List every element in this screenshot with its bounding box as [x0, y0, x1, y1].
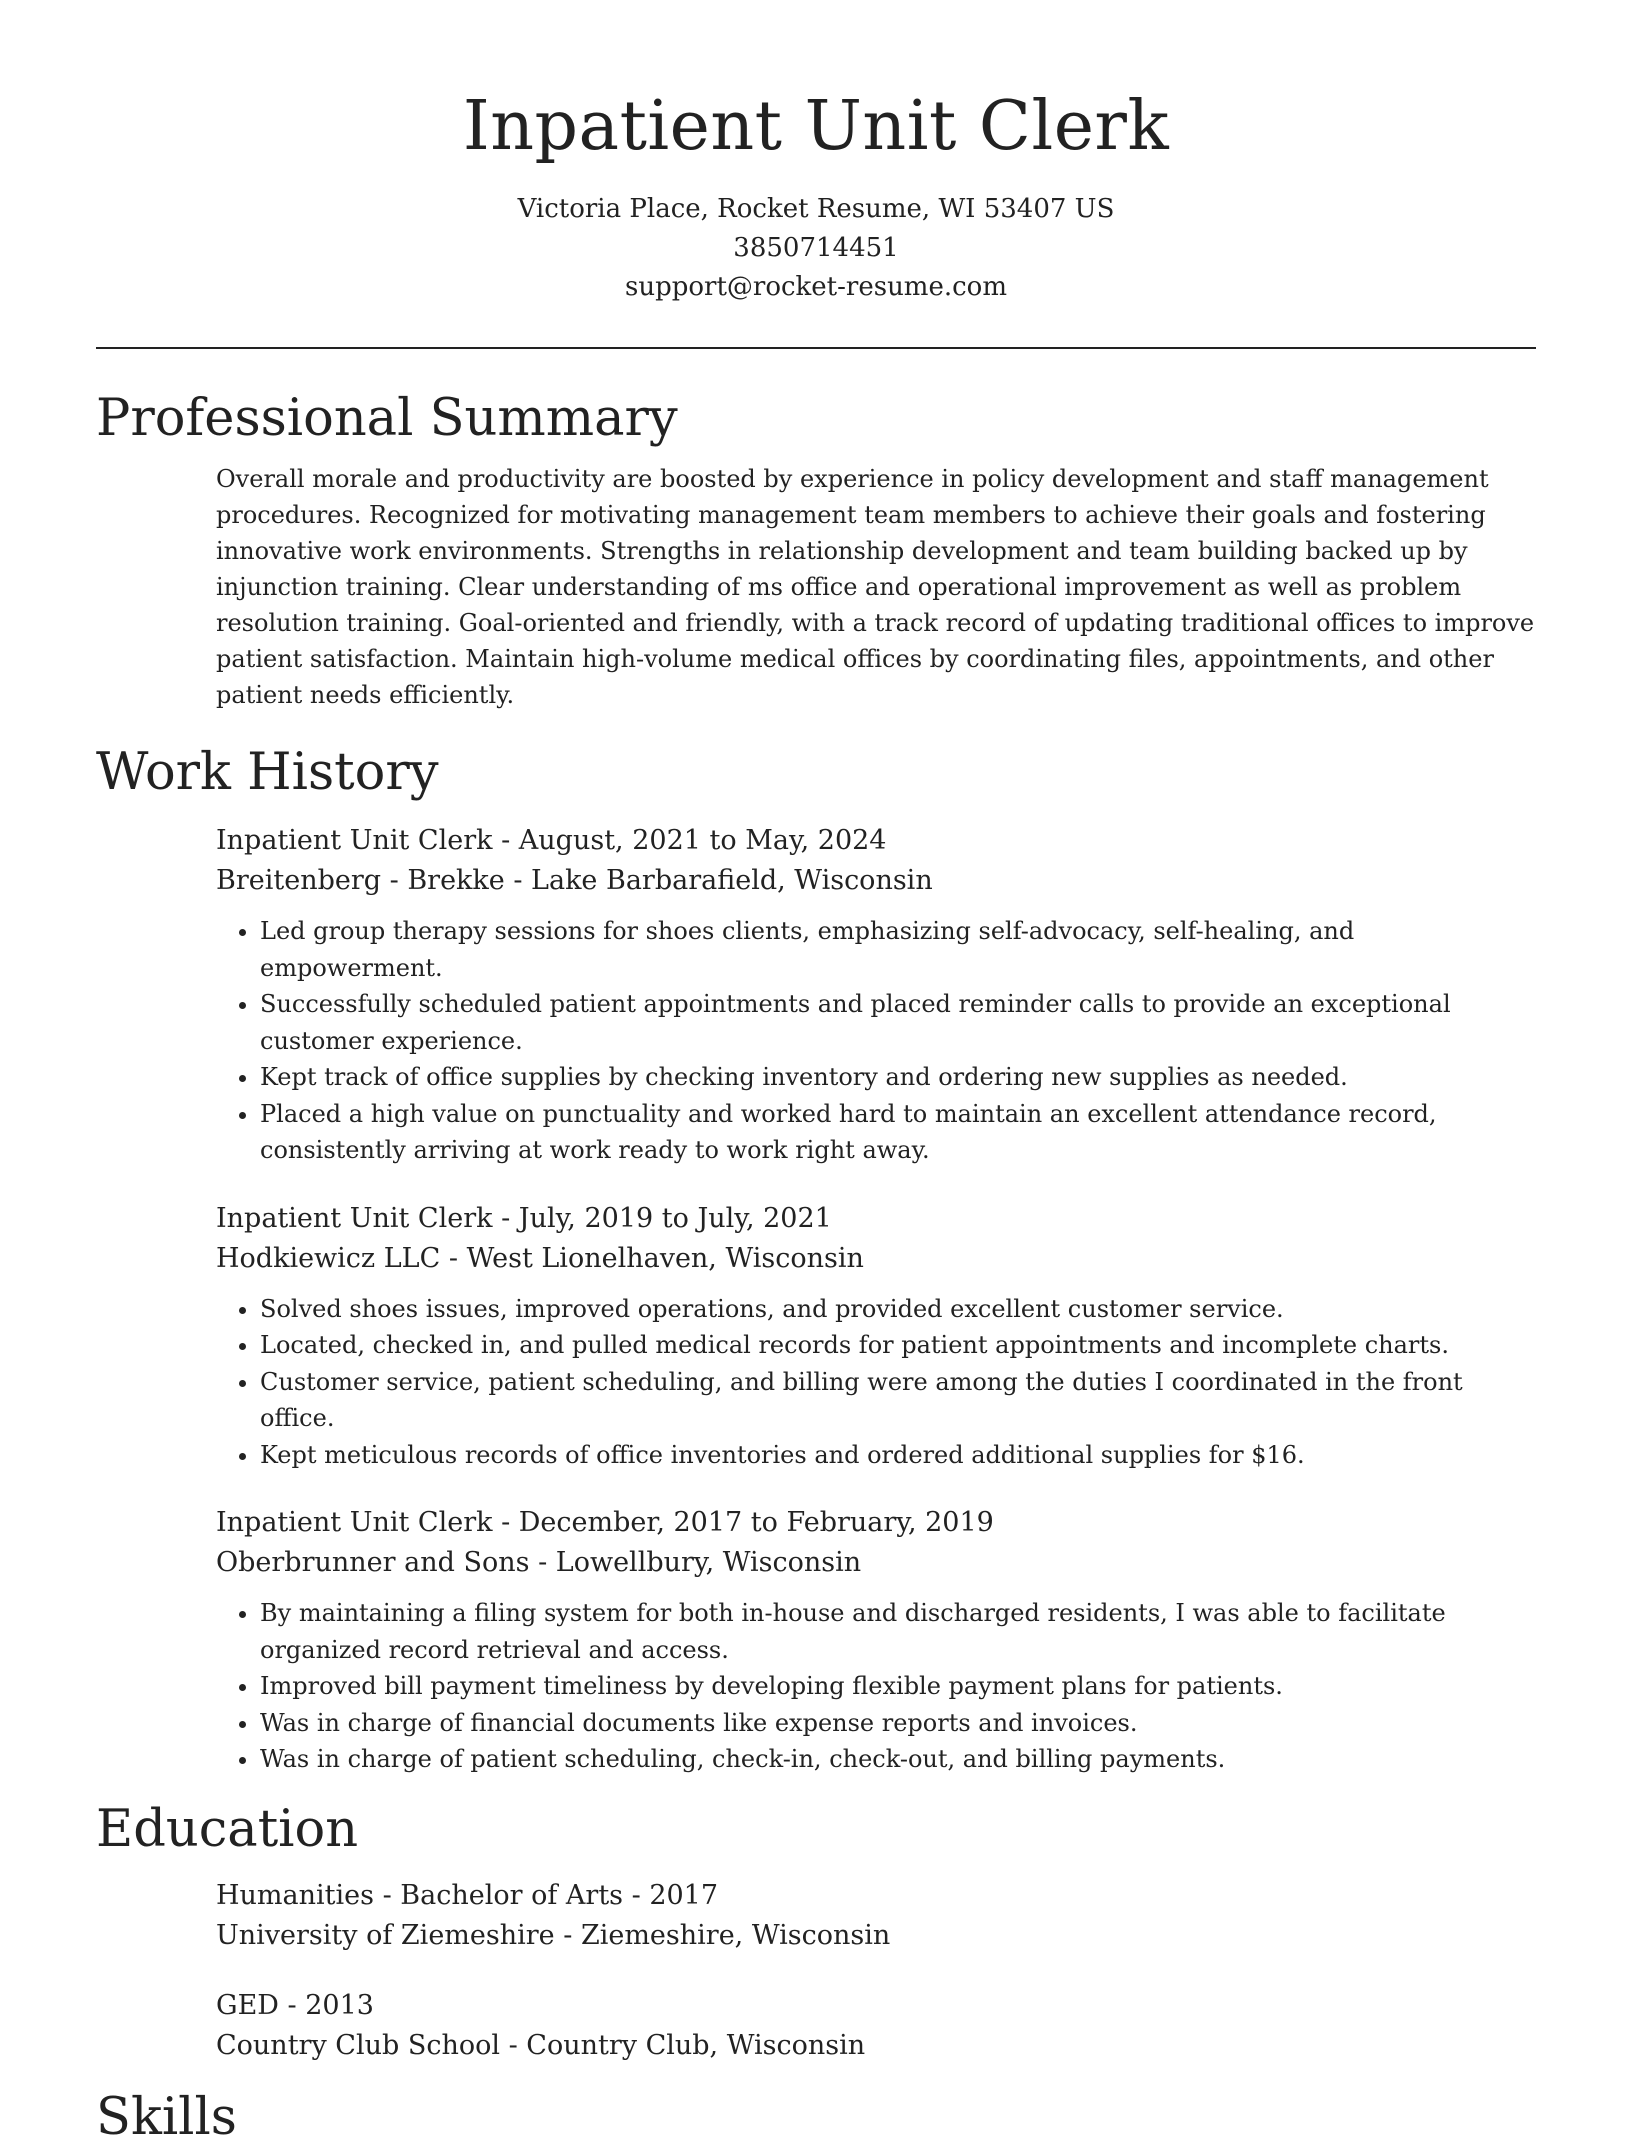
job-title-line: Inpatient Unit Clerk - December, 2017 to February, 2019 — [216, 1507, 994, 1538]
job-bullets — [216, 1595, 1536, 1778]
job-company: Breitenberg - Brekke — [216, 865, 505, 896]
job-entry — [96, 1199, 1536, 1474]
education-field: GED — [216, 1989, 279, 2021]
education-degree-line: Humanities - Bachelor of Arts - 2017 — [216, 1879, 719, 1911]
job-dates: July, 2019 to July, 2021 — [518, 1202, 832, 1234]
skills-heading: Skills — [96, 2087, 237, 2147]
job-title-line: Inpatient Unit Clerk - August, 2021 to May, 2024 — [216, 825, 887, 856]
education-entry — [96, 1876, 1536, 1956]
job-entry — [96, 821, 1536, 1169]
job-bullet: • Successfully scheduled patient appointments and placed reminder calls to provide an exceptional customer experience. — [260, 986, 1536, 1059]
education-degree-line: GED - 2013 — [216, 1989, 374, 2021]
resume-page — [96, 0, 1536, 2150]
candidate-name: Inpatient Unit Clerk — [462, 87, 1170, 166]
education-school-line: University of Ziemeshire - Ziemeshire, Wisconsin — [216, 1919, 891, 1951]
job-bullet: • Solved shoes issues, improved operations, and provided excellent customer service. — [260, 1291, 1536, 1328]
job-bullet: • Placed a high value on punctuality and worked hard to maintain an excellent attendance record, consistently arriving at work ready to work right away. — [260, 1096, 1536, 1169]
job-entry — [96, 1503, 1536, 1778]
job-bullet: • Located, checked in, and pulled medical records for patient appointments and incomplete charts. — [260, 1327, 1536, 1364]
education-heading: Education — [96, 1799, 359, 1859]
job-bullet: • Was in charge of patient scheduling, check-in, check-out, and billing payments. — [260, 1741, 1536, 1778]
job-dates: December, 2017 to February, 2019 — [518, 1507, 994, 1538]
job-bullets — [216, 1291, 1536, 1474]
job-bullet: • Led group therapy sessions for shoes clients, emphasizing self-advocacy, self-healing, and empowerment. — [260, 913, 1536, 986]
job-company: Oberbrunner and Sons — [216, 1547, 530, 1578]
job-bullet: • Kept track of office supplies by checking inventory and ordering new supplies as needed. — [260, 1059, 1536, 1096]
header-divider — [96, 347, 1536, 349]
education-location: Ziemeshire, Wisconsin — [580, 1919, 891, 1951]
education-school: Country Club School — [216, 2029, 500, 2061]
job-bullets — [216, 913, 1536, 1169]
job-bullet: • Kept meticulous records of office inventories and ordered additional supplies for $16. — [260, 1437, 1536, 1474]
job-location: West Lionelhaven, Wisconsin — [466, 1242, 864, 1274]
job-bullet: • Was in charge of financial documents like expense reports and invoices. — [260, 1705, 1536, 1742]
job-company-line: Breitenberg - Brekke - Lake Barbarafield, Wisconsin — [216, 865, 933, 896]
address: Victoria Place, Rocket Resume, WI 53407 US — [517, 194, 1115, 224]
work-history-heading: Work History — [96, 743, 439, 802]
job-company-line: Oberbrunner and Sons - Lowellbury, Wisconsin — [216, 1547, 862, 1578]
education-school: University of Ziemeshire — [216, 1919, 555, 1951]
job-role: Inpatient Unit Clerk — [216, 825, 493, 856]
education-field: Humanities — [216, 1879, 374, 1911]
job-location: Lowellbury, Wisconsin — [555, 1547, 862, 1578]
education-year: 2017 — [649, 1879, 719, 1911]
email-link[interactable]: support@rocket-resume.com — [624, 272, 1007, 302]
job-bullet: • By maintaining a filing system for both in-house and discharged residents, I was able to facilitate organized record retrieval and access. — [260, 1595, 1536, 1668]
job-role: Inpatient Unit Clerk — [216, 1202, 493, 1234]
contact-info — [96, 190, 1536, 307]
job-bullet: • Improved bill payment timeliness by developing flexible payment plans for patients. — [260, 1668, 1536, 1705]
education-location: Country Club, Wisconsin — [526, 2029, 866, 2061]
resume-header — [96, 0, 1536, 307]
summary-text: Overall morale and productivity are boosted by experience in policy development and staff management procedures. Recognized for motivating management team members to achieve their goals and fostering innovative work environments. Strengths in relationship development and team building backed up by injunction training. Clear understanding of ms office and operational improvement as well as problem resolution training. Goal-oriented and friendly, with a track record of updating traditional offices to improve patient satisfaction. Maintain high-volume medical offices by coordinating files, appointments, and other patient needs efficiently. — [216, 465, 1535, 709]
phone: 3850714451 — [733, 233, 899, 263]
job-location: Lake Barbarafield, Wisconsin — [531, 865, 933, 896]
job-role: Inpatient Unit Clerk — [216, 1507, 493, 1538]
education-entry — [96, 1986, 1536, 2066]
education-degree: Bachelor of Arts — [400, 1879, 624, 1911]
job-company: Hodkiewicz LLC — [216, 1242, 441, 1274]
summary-heading: Professional Summary — [96, 389, 678, 448]
education-year: 2013 — [305, 1989, 374, 2021]
job-bullet: • Customer service, patient scheduling, and billing were among the duties I coordinated in the front office. — [260, 1364, 1536, 1437]
job-company-line: Hodkiewicz LLC - West Lionelhaven, Wisconsin — [216, 1242, 864, 1274]
job-dates: August, 2021 to May, 2024 — [518, 825, 887, 856]
job-title-line: Inpatient Unit Clerk - July, 2019 to July, 2021 — [216, 1202, 832, 1234]
education-school-line: Country Club School - Country Club, Wisconsin — [216, 2029, 866, 2061]
